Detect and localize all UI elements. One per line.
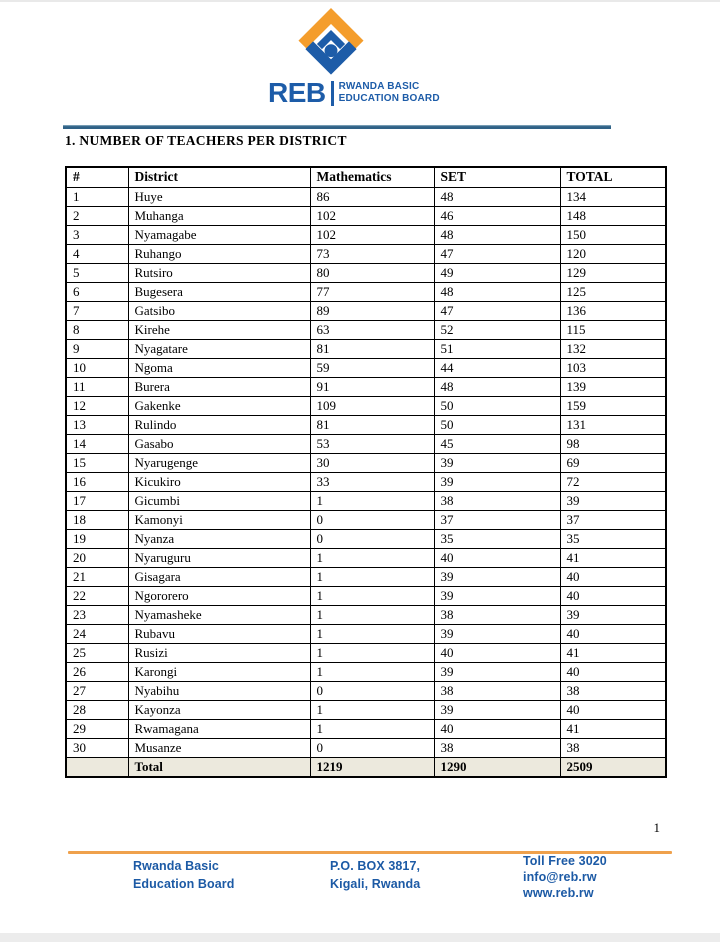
table-cell: Ngoma <box>128 358 310 377</box>
page-top-edge <box>0 0 720 2</box>
table-cell: 1 <box>310 624 434 643</box>
table-cell: 40 <box>434 548 560 567</box>
total-set-value: 1290 <box>434 757 560 777</box>
table-cell: 115 <box>560 320 666 339</box>
table-cell: 38 <box>434 681 560 700</box>
table-cell: 50 <box>434 396 560 415</box>
table-cell: 33 <box>310 472 434 491</box>
table-row <box>66 510 666 529</box>
table-cell: 39 <box>434 662 560 681</box>
col-header-mathematics: Mathematics <box>310 167 434 187</box>
table-cell: Kicukiro <box>128 472 310 491</box>
table-row <box>66 434 666 453</box>
table-row <box>66 719 666 738</box>
table-row <box>66 700 666 719</box>
table-cell: 21 <box>66 567 128 586</box>
footer-address <box>330 858 420 893</box>
total-row <box>66 757 666 777</box>
table-row <box>66 567 666 586</box>
table-cell: 131 <box>560 415 666 434</box>
table-cell: 39 <box>434 472 560 491</box>
table-cell: Ruhango <box>128 244 310 263</box>
table-cell: 30 <box>66 738 128 757</box>
table-cell: Nyagatare <box>128 339 310 358</box>
table-cell: 38 <box>434 605 560 624</box>
table-row <box>66 396 666 415</box>
table-cell: 44 <box>434 358 560 377</box>
table-cell: 8 <box>66 320 128 339</box>
table-cell: Gasabo <box>128 434 310 453</box>
table-cell: Nyamasheke <box>128 605 310 624</box>
table-cell: 38 <box>434 491 560 510</box>
table-cell: Kayonza <box>128 700 310 719</box>
table-cell: 18 <box>66 510 128 529</box>
table-cell: 3 <box>66 225 128 244</box>
table-cell: 15 <box>66 453 128 472</box>
table-cell: 81 <box>310 415 434 434</box>
table-cell: 0 <box>310 510 434 529</box>
page-bottom-edge <box>0 933 720 942</box>
table-cell: 35 <box>560 529 666 548</box>
table-cell: Gisagara <box>128 567 310 586</box>
table-cell: 52 <box>434 320 560 339</box>
footer-org-line1: Rwanda Basic <box>133 859 219 873</box>
table-cell: 30 <box>310 453 434 472</box>
table-cell: 41 <box>560 719 666 738</box>
table-cell: 26 <box>66 662 128 681</box>
table-cell: 50 <box>434 415 560 434</box>
table-row <box>66 320 666 339</box>
table-cell: 39 <box>560 605 666 624</box>
table-cell: 102 <box>310 225 434 244</box>
table-cell: 125 <box>560 282 666 301</box>
table-row <box>66 662 666 681</box>
table-cell: Nyabihu <box>128 681 310 700</box>
reb-logo-icon <box>297 7 365 78</box>
table-cell: 1 <box>310 643 434 662</box>
table-cell: 59 <box>310 358 434 377</box>
table-row <box>66 263 666 282</box>
table-cell: 103 <box>560 358 666 377</box>
table-row <box>66 358 666 377</box>
table-cell: 40 <box>560 700 666 719</box>
table-cell: 1 <box>310 491 434 510</box>
table-cell: 120 <box>560 244 666 263</box>
table-cell: 102 <box>310 206 434 225</box>
table-cell: 23 <box>66 605 128 624</box>
table-cell: Rubavu <box>128 624 310 643</box>
footer-website: www.reb.rw <box>523 886 594 900</box>
table-cell: 46 <box>434 206 560 225</box>
table-row <box>66 605 666 624</box>
table-row <box>66 491 666 510</box>
table-cell: Rwamagana <box>128 719 310 738</box>
table-cell: 98 <box>560 434 666 453</box>
table-cell: 1 <box>310 567 434 586</box>
table-cell: 63 <box>310 320 434 339</box>
table-cell: 5 <box>66 263 128 282</box>
table-cell: 51 <box>434 339 560 358</box>
col-header-set: SET <box>434 167 560 187</box>
table-cell: 72 <box>560 472 666 491</box>
table-cell: Kamonyi <box>128 510 310 529</box>
col-header-index: # <box>66 167 128 187</box>
table-row <box>66 548 666 567</box>
table-cell: 40 <box>434 719 560 738</box>
table-cell: Nyamagabe <box>128 225 310 244</box>
table-cell: Nyanza <box>128 529 310 548</box>
table-row <box>66 244 666 263</box>
table-cell: 40 <box>560 567 666 586</box>
table-cell: 139 <box>560 377 666 396</box>
table-header-row <box>66 167 666 187</box>
table-cell: 48 <box>434 225 560 244</box>
table-cell: 40 <box>560 624 666 643</box>
table-cell: Nyaruguru <box>128 548 310 567</box>
table-row <box>66 187 666 206</box>
table-cell: 134 <box>560 187 666 206</box>
table-cell: 1 <box>310 586 434 605</box>
table-cell: 13 <box>66 415 128 434</box>
table-cell: 39 <box>434 586 560 605</box>
table-cell: 6 <box>66 282 128 301</box>
table-cell: 38 <box>560 738 666 757</box>
table-cell: 69 <box>560 453 666 472</box>
table-cell: Rusizi <box>128 643 310 662</box>
table-cell: 48 <box>434 377 560 396</box>
table-cell: 1 <box>310 605 434 624</box>
table-cell: 1 <box>310 548 434 567</box>
col-header-district: District <box>128 167 310 187</box>
table-cell: Gicumbi <box>128 491 310 510</box>
table-cell: 159 <box>560 396 666 415</box>
table-row <box>66 301 666 320</box>
table-cell: Nyarugenge <box>128 453 310 472</box>
footer-address-line1: P.O. BOX 3817, <box>330 859 421 873</box>
table-row <box>66 586 666 605</box>
table-cell: 39 <box>434 624 560 643</box>
table-cell: 35 <box>434 529 560 548</box>
table-row <box>66 339 666 358</box>
table-cell: 14 <box>66 434 128 453</box>
footer-org-line2: Education Board <box>133 876 235 891</box>
total-mathematics-value: 1219 <box>310 757 434 777</box>
table-row <box>66 377 666 396</box>
table-cell: 37 <box>560 510 666 529</box>
footer-tollfree: Toll Free 3020 <box>523 854 607 868</box>
table-row <box>66 624 666 643</box>
table-cell: 39 <box>434 567 560 586</box>
table-cell: 45 <box>434 434 560 453</box>
table-cell: 28 <box>66 700 128 719</box>
table-cell: 47 <box>434 301 560 320</box>
table-cell: 7 <box>66 301 128 320</box>
table-cell: 27 <box>66 681 128 700</box>
total-row-label: Total <box>128 757 310 777</box>
table-cell: 19 <box>66 529 128 548</box>
logo-org-name-line1: RWANDA BASIC <box>338 80 420 92</box>
table-cell: 77 <box>310 282 434 301</box>
table-cell: 1 <box>310 700 434 719</box>
table-cell: 1 <box>310 662 434 681</box>
logo-separator-bar <box>331 81 334 106</box>
table-cell: 80 <box>310 263 434 282</box>
table-cell: 1 <box>66 187 128 206</box>
table-cell: 129 <box>560 263 666 282</box>
table-cell: 89 <box>310 301 434 320</box>
table-cell: 136 <box>560 301 666 320</box>
table-row <box>66 206 666 225</box>
table-cell: 22 <box>66 586 128 605</box>
table-cell: 0 <box>310 529 434 548</box>
logo-acronym: REB <box>268 77 326 108</box>
table-cell: Musanze <box>128 738 310 757</box>
table-cell: 16 <box>66 472 128 491</box>
table-cell: 11 <box>66 377 128 396</box>
total-row-empty-cell <box>66 757 128 777</box>
table-cell: 49 <box>434 263 560 282</box>
table-cell: 41 <box>560 643 666 662</box>
table-cell: 132 <box>560 339 666 358</box>
table-cell: 38 <box>560 681 666 700</box>
table-cell: 39 <box>434 700 560 719</box>
table-cell: 150 <box>560 225 666 244</box>
table-cell: 40 <box>434 643 560 662</box>
col-header-total: TOTAL <box>560 167 666 187</box>
table-cell: Huye <box>128 187 310 206</box>
table-cell: 2 <box>66 206 128 225</box>
table-row <box>66 529 666 548</box>
table-cell: 9 <box>66 339 128 358</box>
table-cell: 37 <box>434 510 560 529</box>
reb-logo-wordmark <box>268 79 440 107</box>
page-number: 1 <box>653 820 660 835</box>
table-cell: 24 <box>66 624 128 643</box>
table-cell: 39 <box>560 491 666 510</box>
table-cell: 40 <box>560 662 666 681</box>
table-cell: Kirehe <box>128 320 310 339</box>
teachers-per-district-table <box>65 166 667 778</box>
logo-org-name <box>339 81 440 106</box>
table-cell: 148 <box>560 206 666 225</box>
footer-org-name <box>133 858 235 893</box>
table-footer <box>66 757 666 777</box>
table-cell: 39 <box>434 453 560 472</box>
table-cell: 73 <box>310 244 434 263</box>
table-row <box>66 225 666 244</box>
table-cell: 0 <box>310 681 434 700</box>
table-cell: 41 <box>560 548 666 567</box>
table-cell: 29 <box>66 719 128 738</box>
table-row <box>66 453 666 472</box>
table-row <box>66 415 666 434</box>
table-cell: 20 <box>66 548 128 567</box>
total-total-value: 2509 <box>560 757 666 777</box>
table-cell: 91 <box>310 377 434 396</box>
table-body <box>66 187 666 757</box>
table-cell: Muhanga <box>128 206 310 225</box>
table-cell: Rulindo <box>128 415 310 434</box>
table-cell: Gatsibo <box>128 301 310 320</box>
table-cell: 47 <box>434 244 560 263</box>
table-cell: Karongi <box>128 662 310 681</box>
table-cell: 48 <box>434 187 560 206</box>
footer-email: info@reb.rw <box>523 870 597 884</box>
table-row <box>66 282 666 301</box>
table-cell: 1 <box>310 719 434 738</box>
table-cell: 25 <box>66 643 128 662</box>
table-cell: Bugesera <box>128 282 310 301</box>
logo-org-name-line2: EDUCATION BOARD <box>338 93 440 104</box>
table-row <box>66 681 666 700</box>
table-cell: 48 <box>434 282 560 301</box>
table-cell: Ngororero <box>128 586 310 605</box>
header-divider-rule <box>63 125 611 129</box>
table-cell: 10 <box>66 358 128 377</box>
table-cell: 0 <box>310 738 434 757</box>
table-header <box>66 167 666 187</box>
table-cell: Gakenke <box>128 396 310 415</box>
table-cell: Rutsiro <box>128 263 310 282</box>
table-row <box>66 643 666 662</box>
table-cell: 53 <box>310 434 434 453</box>
footer-address-line2: Kigali, Rwanda <box>330 876 421 891</box>
table-cell: 12 <box>66 396 128 415</box>
table-cell: 109 <box>310 396 434 415</box>
table-row <box>66 472 666 491</box>
table-cell: 17 <box>66 491 128 510</box>
table-cell: Burera <box>128 377 310 396</box>
table-row <box>66 738 666 757</box>
table-cell: 86 <box>310 187 434 206</box>
footer-contact <box>523 853 607 901</box>
table-cell: 38 <box>434 738 560 757</box>
table-cell: 81 <box>310 339 434 358</box>
table-cell: 4 <box>66 244 128 263</box>
table-cell: 40 <box>560 586 666 605</box>
section-title: 1. NUMBER OF TEACHERS PER DISTRICT <box>65 133 347 148</box>
